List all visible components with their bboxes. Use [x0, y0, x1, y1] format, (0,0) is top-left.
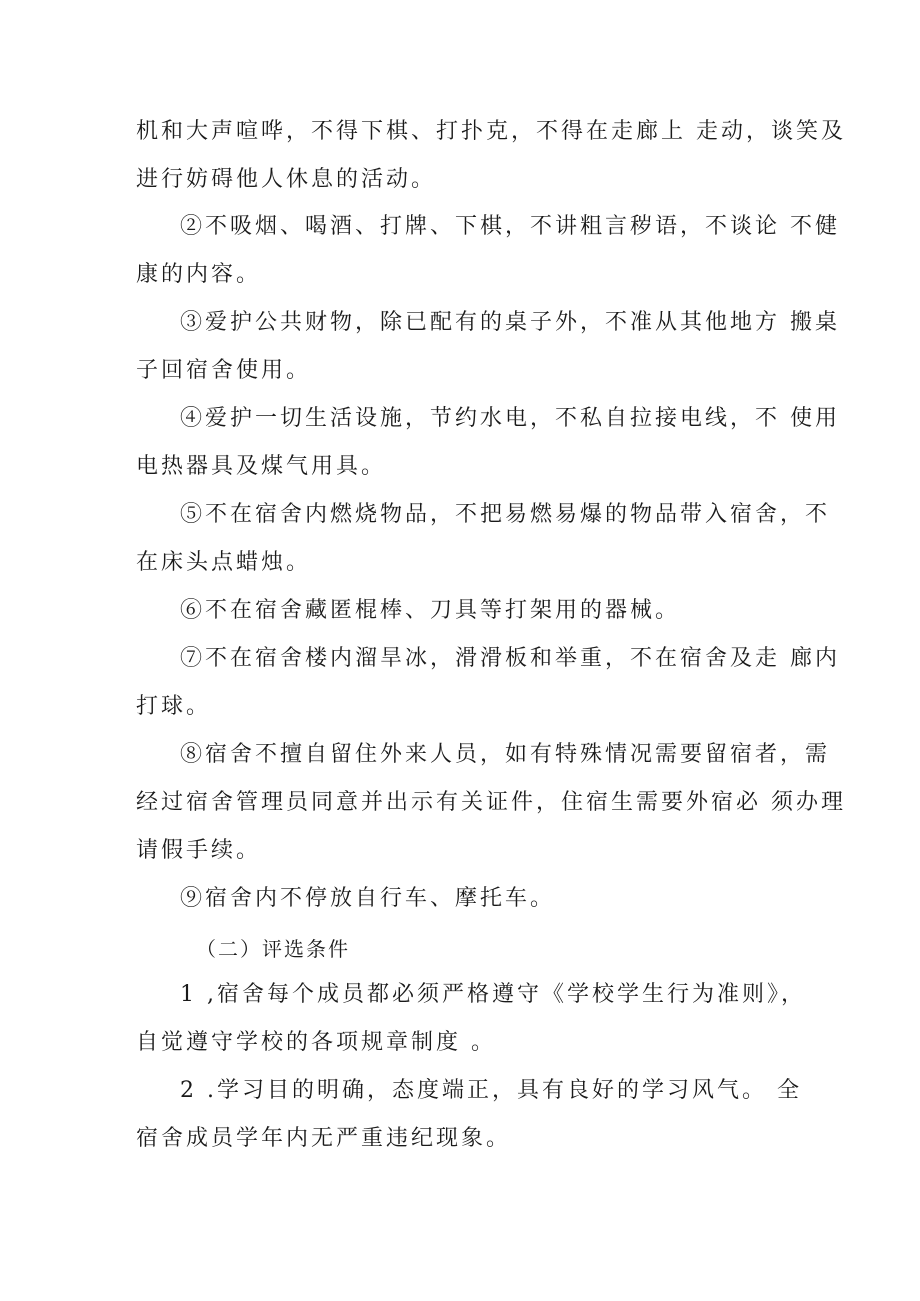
text-line-11: ⑥不在宿舍藏匿棍棒、刀具等打架用的器械。: [180, 598, 681, 623]
text-line-17: ⑨宿舍内不停放自行车、摩托车。: [180, 886, 556, 911]
text-line-1: 机和大声喧哗，不得下棋、打扑克，不得在走廊上 走动，谈笑及: [136, 119, 846, 144]
text-line-12: ⑦不在宿舍楼内溜旱冰，滑滑板和举重，不在宿舍及走 廊内: [180, 646, 840, 671]
text-line-7: ④爱护一切生活设施，节约水电，不私自拉接电线，不 使用: [180, 406, 840, 431]
text-line-20: 自觉遵守学校的各项规章制度 。: [136, 1030, 496, 1055]
text-line-3: ②不吸烟、喝酒、打牌、下棋，不讲粗言秽语，不谈论 不健: [180, 214, 840, 239]
text-line-2: 进行妨碍他人休息的活动。: [136, 167, 437, 192]
text-line-8: 电热器具及煤气用具。: [136, 454, 387, 479]
text-line-10: 在床头点蜡烛。: [136, 550, 312, 575]
text-line-22: 宿舍成员学年内无严重违纪现象。: [136, 1126, 512, 1151]
text-line-15: 经过宿舍管理员同意并出示有关证件，住宿生需要外宿必 须办理: [136, 790, 846, 815]
text-line-5: ③爱护公共财物，除已配有的桌子外，不准从其他地方 搬桌: [180, 310, 840, 335]
text-line-21: 2 .学习目的明确，态度端正，具有良好的学习风气。 全: [180, 1078, 802, 1103]
text-line-19: 1 ,宿舍每个成员都必须严格遵守《学校学生行为准则》，: [180, 982, 806, 1007]
section-heading: （二）评选条件: [196, 937, 350, 961]
text-line-4: 康的内容。: [136, 262, 262, 287]
text-line-13: 打球。: [136, 694, 212, 719]
text-line-14: ⑧宿舍不擅自留住外来人员，如有特殊情况需要留宿者，需: [180, 742, 831, 767]
text-line-6: 子回宿舍使用。: [136, 358, 312, 383]
text-line-16: 请假手续。: [136, 838, 262, 863]
text-line-9: ⑤不在宿舍内燃烧物品，不把易燃易爆的物品带入宿舍，不: [180, 502, 831, 527]
